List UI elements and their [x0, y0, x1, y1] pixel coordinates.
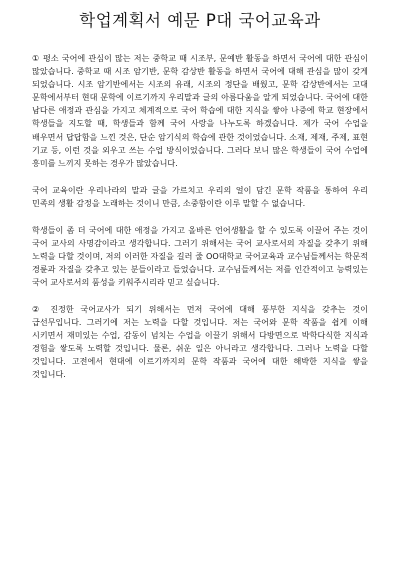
document-title: 학업계획서 예문 P대 국어교육과: [79, 11, 321, 30]
paragraph-study-plan: ② 진정한 국어교사가 되기 위해서는 먼저 국어에 대해 풍부한 지식을 갖추는 것이 급선무입니다. 그러기에 저는 노력을 다할 것입니다. 저는 국어와 문학 작품을 쉽게 이해 시키면서 재미있는 수업, 감동이 넘치는 수업을 이끌기 위해서 다방면으로 박학다식한 지식과 경험을 쌓도록 노력할 것입니다. 물론, 쉬운 일은 아니라고 생각합니다. 그러나 노력을 다할 것입니다. 고전에서 현대에 이르기까지의 문학 작품과 국어에 대한 해박한 지식을 쌓을 것입니다.: [32, 303, 368, 379]
paragraph-korean-education: 국어 교육이란 우리나라의 말과 글을 가르치고 우리의 얼이 담긴 문학 작품을 통하여 우리 민족의 생활 감정을 노래하는 것이니 만큼, 소중함이란 이루 말할 수 없습니다.: [32, 184, 368, 208]
paragraph-motivation: ① 평소 국어에 관심이 많는 저는 중학교 때 시조부, 문예반 활동을 하면서 국어에 대한 관심이 많았습니다. 중학교 때 시조 암기반, 문학 감상반 활동을 하면서 국어에 대해 관심을 많이 갖게 되었습니다. 시조 암기반에서는 시조의 유래, 시조의 정단을 배웠고, 문학 감상반에서는 고대 문학에서부터 현대 문학에 이르기까지 우리말과 글의 아름다움을 알게 되었습니다. 국어에 대한 남다른 애정과 관심을 가지고 체계적으로 국어 학습에 대한 지식을 쌓아 나중에 학교 현장에서 학생들을 지도할 때, 학생들과 함께 국어 사랑을 나누도록 하겠습니다. 제가 국어 수업을 배우면서 답답함을 느낀 것은, 단순 암기식의 학습에 관한 것이었습니다. 소재, 제재, 주제, 표현 기교 등, 이런 것을 외우고 쓰는 수업 방식이었습니다. 그러다 보니 많은 학생들이 국어 수업에 흥미를 느끼지 못하는 경우가 많았습니다.: [32, 53, 368, 168]
paragraph-teacher-mission: 학생들이 좀 더 국어에 대한 애정을 가지고 올바른 언어생활을 할 수 있도록 이끌어 주는 것이 국어 교사의 사명감이라고 생각합니다. 그러기 위해서는 국어 교사로서의 자질을 갖추기 위해 노력을 다할 것이며, 저의 이러한 자질을 길러 줄 OO대학교 국어교육과 교수님들께서는 학문적 경륜과 자질을 갖추고 있는 분들이라고 들었습니다. 교수님들께서는 저를 인간적이고 능력있는 국어 교사로서의 품성을 키워주시리라 믿고 싶습니다.: [32, 225, 368, 288]
